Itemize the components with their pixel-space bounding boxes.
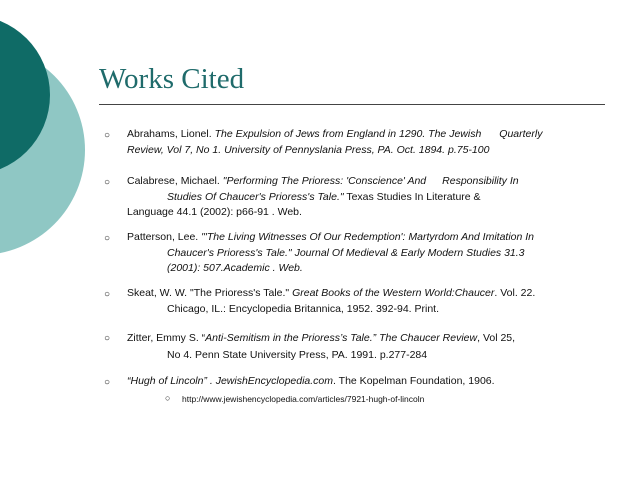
title-divider [99, 104, 605, 105]
citation-hugh-of-lincoln: “Hugh of Lincoln” . JewishEncyclopedia.com. The Kopelman Foundation, 1906. [127, 375, 495, 387]
citation-calabrese: Calabrese, Michael. "Performing The Prioress: 'Conscience' And Responsibility In Studies Of Chaucer's Prioress's Tale." Texas Studies In Literature & Language 44.1 (2002): p66-91 . Web. [127, 175, 519, 218]
citation-abrahams: Abrahams, Lionel. The Expulsion of Jews from England in 1290. The Jewish Quarterly Review, Vol 7, No 1. University of Pennyslania Press, PA. Oct. 1894. p.75-100 [127, 128, 543, 156]
bullet-icon: ○ [104, 333, 111, 344]
citation-zitter: Zitter, Emmy S. “Anti-Semitism in the Prioress’s Tale.” The Chaucer Review, Vol 25, No 4. Penn State University Press, PA. 1991. p.277-284 [127, 332, 516, 361]
citation-patterson: Patterson, Lee. "'The Living Witnesses Of Our Redemption': Martyrdom And Imitation In Chaucer's Prioress's Tale." Journal Of Medieval & Early Modern Studies 31.3 (2001): 507.Academic . Web. [127, 231, 535, 274]
slide-title: Works Cited [99, 63, 245, 95]
bullet-icon: ○ [104, 233, 111, 244]
bullet-icon: ○ [104, 289, 111, 300]
sub-bullet-icon: ○ [165, 393, 171, 403]
bullet-icon: ○ [104, 177, 111, 188]
bullet-icon: ○ [104, 377, 111, 388]
citation-url[interactable]: http://www.jewishencyclopedia.com/articles/7921-hugh-of-lincoln [182, 394, 425, 404]
citation-skeat: Skeat, W. W. "The Prioress's Tale." Great Books of the Western World:Chaucer. Vol. 22. Chicago, IL.: Encyclopedia Britannica, 1952. 392-94. Print. [127, 287, 536, 315]
bullet-icon: ○ [104, 130, 111, 141]
